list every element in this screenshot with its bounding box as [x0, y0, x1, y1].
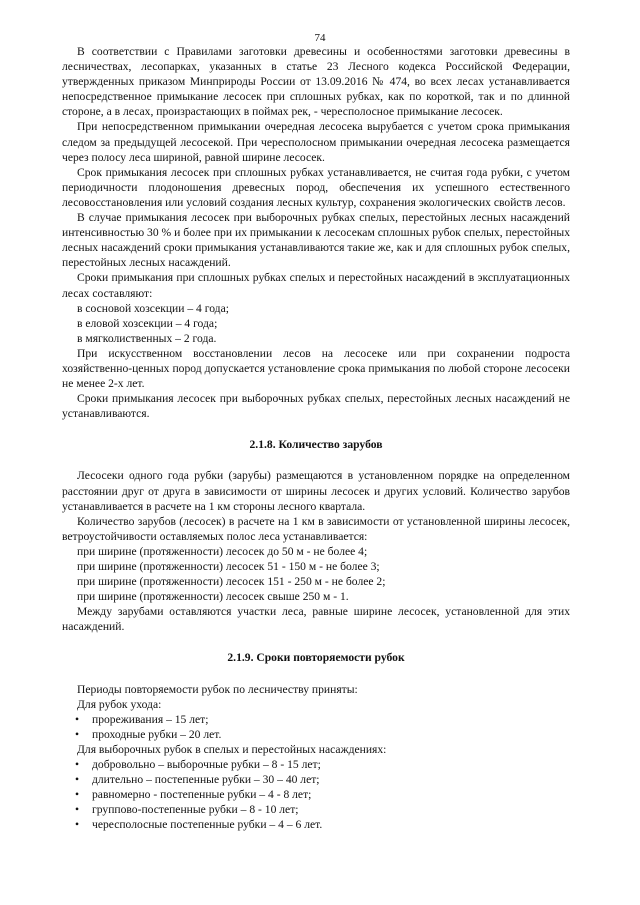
bullet-icon: •	[75, 788, 80, 802]
bullet-text: равномерно - постепенные рубки – 4 - 8 лет;	[92, 788, 312, 802]
bullet-text: проходные рубки – 20 лет.	[92, 727, 222, 741]
bullet-text: чересполосные постепенные рубки – 4 – 6 лет.	[92, 818, 323, 832]
paragraph: Срок примыкания лесосек при сплошных рубках устанавливается, не считая года рубки, с учетом периодичности плодоношения древесных пород, обеспечения их успешного естественного лесовосстановления или условий создания лесных культур, сохранения экологических свойств лесов.	[62, 165, 570, 209]
bullet-text: длительно – постепенные рубки – 30 – 40 лет;	[92, 773, 320, 787]
list-item: в мягколиственных – 2 года.	[77, 331, 217, 345]
list-item: в сосновой хозсекции – 4 года;	[77, 301, 229, 315]
bullet-item	[62, 787, 570, 802]
bullet-item	[62, 772, 570, 787]
intro-text: Периоды повторяемости рубок по лесничеству приняты:	[77, 682, 358, 696]
list-item: в еловой хозсекции – 4 года;	[77, 316, 218, 330]
bullet-text: группово-постепенные рубки – 8 - 10 лет;	[92, 803, 299, 817]
paragraph: В соответствии с Правилами заготовки древесины и особенностями заготовки древесины в лесничествах, лесопарках, указанных в статье 23 Лесного кодекса Российской Федерации, утвержденных приказом Минприроды России от 13.09.2016 № 474, во всех лесах устанавливается непосредственное примыкание лесосек при сплошных рубках, как по короткой, так и по длинной стороне, а в лесах, произрастающих в поймах рек, - чересполосное примыкание лесосек.	[62, 45, 570, 119]
list-label: Для выборочных рубок в спелых и перестойных насаждениях:	[77, 742, 387, 756]
list-item: при ширине (протяженности) лесосек 151 - 250 м - не более 2;	[77, 575, 386, 589]
page-number: 74	[314, 32, 326, 44]
document-body	[62, 44, 570, 833]
paragraph: В случае примыкания лесосек при выборочных рубках спелых, перестойных лесных насаждений интенсивностью 30 % и более при их примыкании к лесосекам сплошных рубок спелых, перестойных лесных насаждений сроки примыкания устанавливаются такие же, как и для сплошных рубок спелых, перестойных лесных насаждений.	[62, 211, 570, 270]
bullet-icon: •	[75, 773, 80, 787]
bullet-item	[62, 817, 570, 832]
bullet-text: прореживания – 15 лет;	[92, 712, 209, 726]
paragraph: Между зарубами оставляются участки леса, равные ширине лесосек, установленной для этих насаждений.	[62, 605, 570, 634]
list-item: при ширине (протяженности) лесосек свыше 250 м - 1.	[77, 590, 349, 604]
list-item: при ширине (протяженности) лесосек 51 - 150 м - не более 3;	[77, 560, 380, 573]
bullet-item	[62, 802, 570, 817]
bullet-item	[62, 757, 570, 772]
section-heading: 2.1.8. Количество зарубов	[249, 438, 383, 452]
bullet-icon: •	[75, 712, 80, 726]
bullet-icon: •	[75, 818, 80, 832]
paragraph: Количество зарубов (лесосек) в расчете на 1 км в зависимости от установленной ширины лесосек, ветроустойчивости оставляемых полос леса устанавливается:	[62, 514, 570, 543]
list-label: Для рубок ухода:	[77, 697, 162, 711]
paragraph: При искусственном восстановлении лесов на лесосеке или при сохранении подроста хозяйственно-ценных пород допускается установление срока примыкания по любой стороне лесосеки не менее 2-х лет.	[62, 346, 570, 391]
paragraph: Сроки примыкания при сплошных рубках спелых и перестойных насаждений в эксплуатационных лесах составляют:	[62, 271, 570, 300]
bullet-item	[62, 712, 570, 727]
bullet-text: добровольно – выборочные рубки – 8 - 15 лет;	[92, 758, 321, 772]
paragraph: При непосредственном примыкании очередная лесосека вырубается с учетом срока примыкания следом за предыдущей лесосекой. При чересполосном примыкании очередная лесосека размещается через полосу леса шириной, равной ширине лесосек.	[62, 120, 570, 164]
list-item: при ширине (протяженности) лесосек до 50 м - не более 4;	[77, 544, 368, 558]
section-heading: 2.1.9. Сроки повторяемости рубок	[227, 651, 405, 665]
paragraph: Сроки примыкания лесосек при выборочных рубках спелых, перестойных лесных насаждений не устанавливаются.	[62, 392, 570, 421]
bullet-icon: •	[75, 727, 80, 741]
paragraph: Лесосеки одного года рубки (зарубы) размещаются в установленном порядке на определенном расстоянии друг от друга в зависимости от ширины лесосек и других условий. Количество зарубов устанавливается в расчете на 1 км стороны лесного квартала.	[62, 469, 570, 513]
bullet-item	[62, 727, 570, 742]
bullet-icon: •	[75, 803, 80, 817]
bullet-icon: •	[75, 758, 80, 772]
